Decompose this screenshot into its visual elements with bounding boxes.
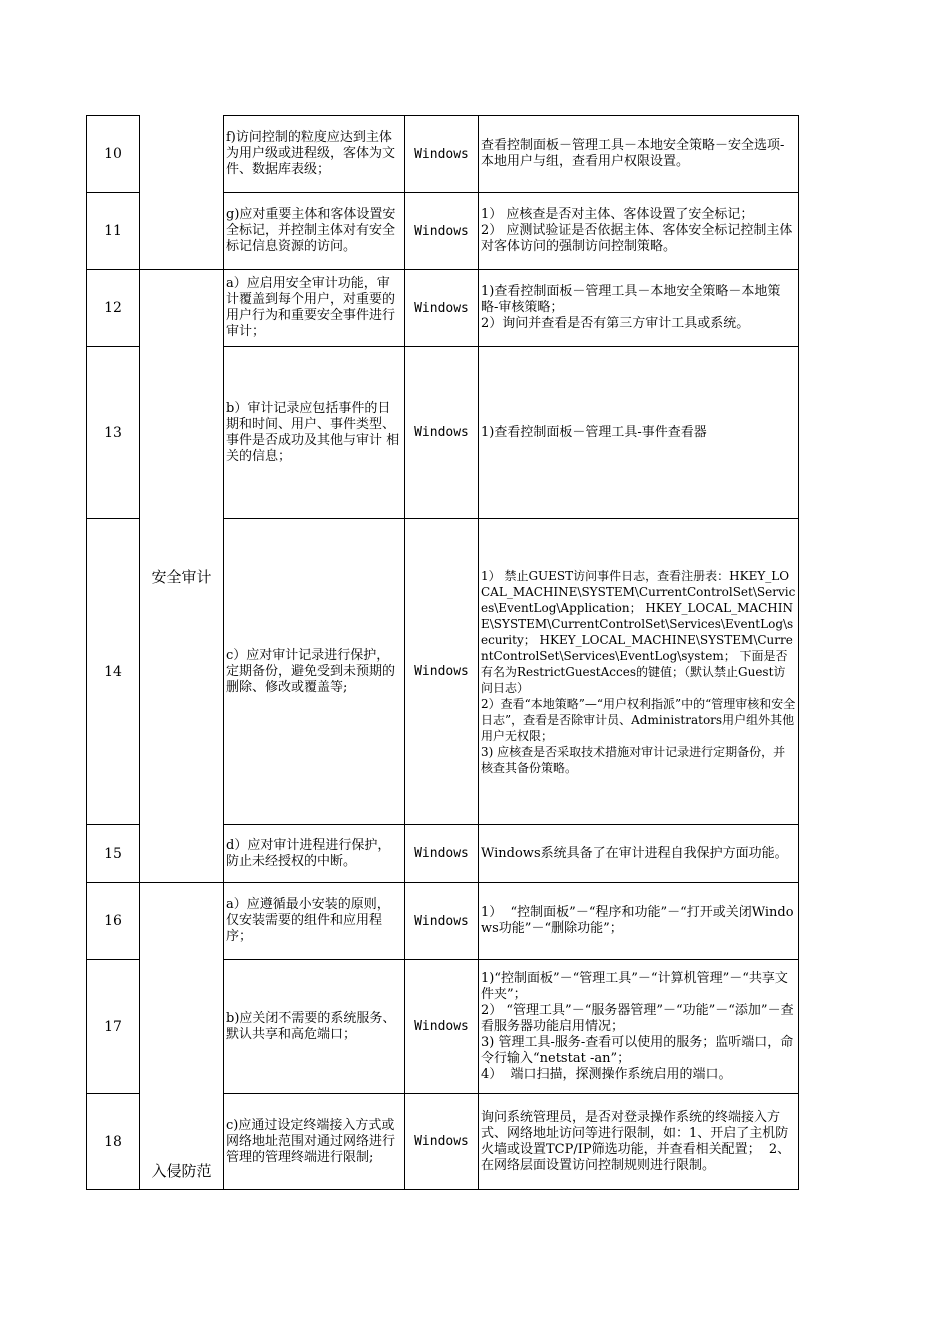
table-row (87, 116, 799, 193)
os-cell: Windows (405, 519, 479, 825)
requirement-cell: a）应遵循最小安装的原则，仅安装需要的组件和应用程序； (224, 883, 405, 960)
os-cell: Windows (405, 883, 479, 960)
row-number: 14 (87, 519, 140, 825)
check-method-cell: 1） 应核查是否对主体、客体设置了安全标记； 2） 应测试验证是否依据主体、客体安全标记控制主体对客体访问的强制访问控制策略。 (479, 193, 799, 270)
check-method-cell: 1)“控制面板”－“管理工具”－“计算机管理”－“共享文件夹”； 2） “管理工具”－“服务器管理”－“功能”－“添加”－查看服务器功能启用情况； 3) 管理工具-服务-查看可以使用的服务；监听端口，命令行输入“netstat -an”； 4） 端口扫描，探测操作系统启用的端口。 (479, 960, 799, 1094)
row-number: 18 (87, 1094, 140, 1190)
check-method-cell: 查看控制面板－管理工具－本地安全策略－安全选项-本地用户与组，查看用户权限设置。 (479, 116, 799, 193)
requirement-cell: b)应关闭不需要的系统服务、默认共享和高危端口； (224, 960, 405, 1094)
category-cell-intrusion: 入侵防范 (140, 883, 224, 1190)
os-cell: Windows (405, 193, 479, 270)
check-method-cell: 1） “控制面板”－“程序和功能”－“打开或关闭Windows功能”－“删除功能”； (479, 883, 799, 960)
requirement-cell: a）应启用安全审计功能，审计覆盖到每个用户，对重要的用户行为和重要安全事件进行审计； (224, 270, 405, 347)
table-row (87, 270, 799, 347)
row-number: 10 (87, 116, 140, 193)
category-cell-audit: 安全审计 (140, 270, 224, 883)
category-cell-access-control (140, 116, 224, 270)
check-method-cell: 1)查看控制面板－管理工具-事件查看器 (479, 347, 799, 519)
row-number: 16 (87, 883, 140, 960)
row-number: 17 (87, 960, 140, 1094)
requirement-cell: f)访问控制的粒度应达到主体为用户级或进程级，客体为文件、数据库表级； (224, 116, 405, 193)
requirement-cell: c)应通过设定终端接入方式或网络地址范围对通过网络进行管理的管理终端进行限制; (224, 1094, 405, 1190)
check-method-cell: 1） 禁止GUEST访问事件日志，查看注册表：HKEY_LOCAL_MACHINE\SYSTEM\CurrentControlSet\Services\EventLog\Application； HKEY_LOCAL_MACHINE\SYSTEM\CurrentControlSet\Services\EventLog\security； HKEY_LOCAL_MACHINE\SYSTEM\CurrentControlSet\Services\EventLog\system； 下面是否有名为RestrictGuestAcces的键值；（默认禁止Guest访问日志） 2）查看“本地策略”—“用户权利指派”中的“管理审核和安全日志”，查看是否除审计员、Administrators用户组外其他用户无权限； 3) 应核查是否采取技术措施对审计记录进行定期备份，并核查其备份策略。 (479, 519, 799, 825)
check-method-cell: 1)查看控制面板－管理工具－本地安全策略－本地策略-审核策略； 2）询问并查看是否有第三方审计工具或系统。 (479, 270, 799, 347)
check-method-cell: 询问系统管理员，是否对登录操作系统的终端接入方式、网络地址访问等进行限制，如：1、开启了主机防火墙或设置TCP/IP筛选功能，并查看相关配置； 2、在网络层面设置访问控制规则进行限制。 (479, 1094, 799, 1190)
row-number: 12 (87, 270, 140, 347)
os-cell: Windows (405, 825, 479, 883)
os-cell: Windows (405, 116, 479, 193)
row-number: 11 (87, 193, 140, 270)
requirement-cell: c）应对审计记录进行保护，定期备份，避免受到未预期的删除、修改或覆盖等; (224, 519, 405, 825)
requirement-cell: b）审计记录应包括事件的日期和时间、用户、事件类型、事件是否成功及其他与审计 相关的信息； (224, 347, 405, 519)
assessment-table (86, 115, 799, 1190)
row-number: 13 (87, 347, 140, 519)
os-cell: Windows (405, 960, 479, 1094)
table-row (87, 883, 799, 960)
os-cell: Windows (405, 270, 479, 347)
row-number: 15 (87, 825, 140, 883)
requirement-cell: d）应对审计进程进行保护，防止未经授权的中断。 (224, 825, 405, 883)
os-cell: Windows (405, 347, 479, 519)
os-cell: Windows (405, 1094, 479, 1190)
requirement-cell: g)应对重要主体和客体设置安全标记，并控制主体对有安全标记信息资源的访问。 (224, 193, 405, 270)
check-method-cell: Windows系统具备了在审计进程自我保护方面功能。 (479, 825, 799, 883)
assessment-sheet (86, 115, 799, 1190)
